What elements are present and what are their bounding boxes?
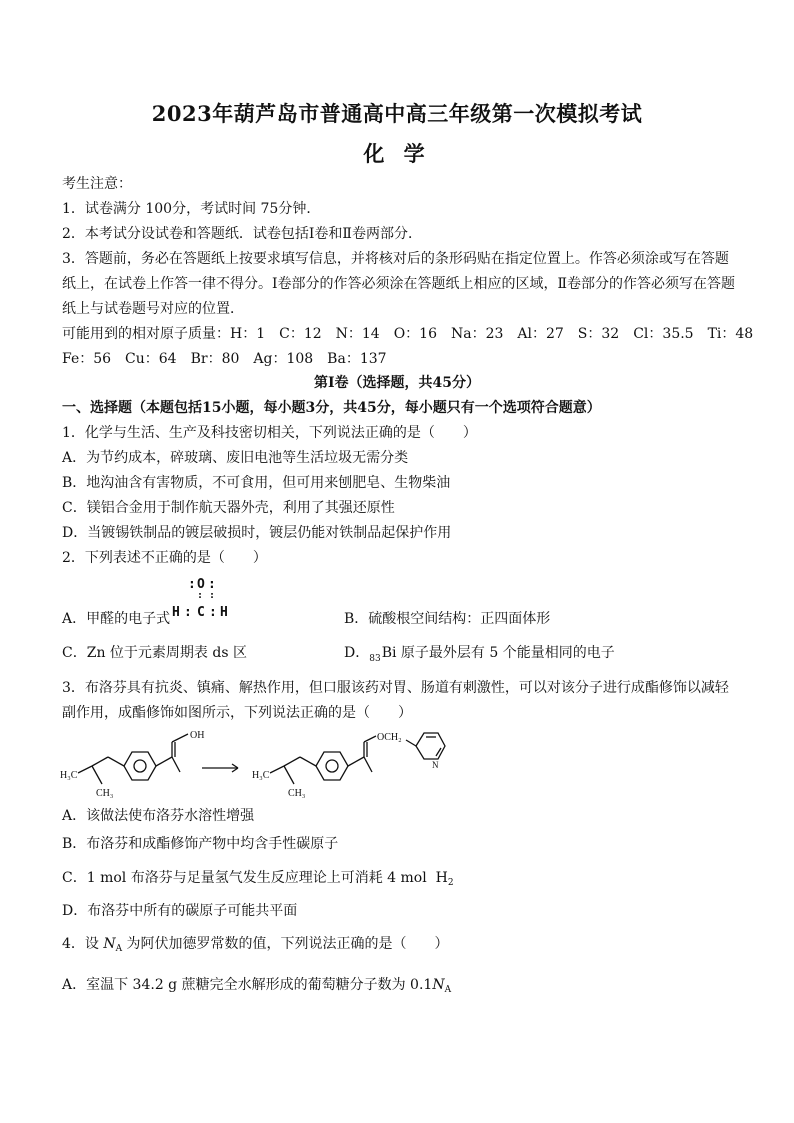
right-ch3-label: CH₃ — [288, 788, 306, 799]
formula-oxygen: O — [197, 577, 205, 592]
right-h3c-label: H₃C — [252, 770, 270, 781]
notice-line-3: 3．答题前，务必在答题纸上按要求填写信息，并将核对后的条形码贴在指定位置上。作答必须涂或写在答题 — [62, 251, 729, 267]
ibuprofen-esterification-figure — [60, 728, 460, 808]
q3-option-d: D．布洛芬中所有的碳原子可能共平面 — [62, 903, 298, 919]
notice-line-4: 纸上，在试卷上作答一律不得分。Ⅰ卷部分的作答必须涂在答题纸上相应的区域，Ⅱ卷部分的作答必须写在答题 — [62, 276, 736, 292]
q3-option-b: B．布洛芬和成酯修饰产物中均含手性碳原子 — [62, 836, 339, 852]
section-heading: 第Ⅰ卷（选择题，共45分） — [313, 375, 481, 391]
q2-option-d: D．$_{83}$Bi 原子最外层有 5 个能量相同的电子 — [344, 645, 615, 664]
q3-option-c: C．1 mol 布洛芬与足量氢气发生反应理论上可消耗 4 mol $H_2$ — [62, 870, 454, 888]
atomic-mass-line-2: Fe：56 Cu：64 Br：80 Ag：108 Ba：137 — [62, 351, 387, 367]
notice-line-1: 1．试卷满分 100分，考试时间 75分钟． — [62, 201, 321, 217]
notice-line-5: 纸上与试卷题号对应的位置． — [62, 301, 244, 317]
atomic-mass-line-1: 可能用到的相对原子质量：H：1 C：12 N：14 O：16 Na：23 Al：27 S：32 Cl：35.5 Ti：48 — [62, 326, 754, 342]
q1-option-d: D．当镀锡铁制品的镀层破损时，镀层仍能对铁制品起保护作用 — [62, 525, 452, 541]
formaldehyde-electron-formula: : O : : : H : C : H — [172, 577, 228, 620]
formula-hydrogen-right: H — [220, 605, 228, 620]
q1-option-b: B．地沟油含有害物质，不可食用，但可用来刨肥皂、生物柴油 — [62, 475, 451, 491]
left-ch3-label: CH₃ — [96, 788, 114, 799]
q2-stem: 2．下列表述不正确的是（ ） — [62, 550, 267, 566]
right-ester-label: OCH₂ — [377, 732, 402, 743]
q2-option-a-label: A．甲醛的电子式 — [62, 611, 171, 627]
q4-option-a: A．室温下 34.2 g 蔗糖完全水解形成的葡萄糖分子数为 $0.1N_A$ — [62, 977, 452, 995]
q1-stem: 1．化学与生活、生产及科技密切相关，下列说法正确的是（ ） — [62, 425, 477, 441]
q1-option-c: C．镁铝合金用于制作航天器外壳，利用了其强还原性 — [62, 500, 395, 516]
q3-stem-line-2: 副作用，成酯修饰如图所示，下列说法正确的是（ ） — [62, 705, 412, 721]
q2-option-b: B．硫酸根空间结构：正四面体形 — [344, 611, 551, 627]
q4-stem: 4．设 $N_A$ 为阿伏加德罗常数的值，下列说法正确的是（ ） — [62, 936, 449, 954]
q2-option-a — [62, 609, 170, 629]
subject-title: 化 学 — [363, 141, 431, 166]
formula-carbon: C — [197, 605, 205, 620]
notice-line-2: 2．本考试分设试卷和答题纸．试卷包括Ⅰ卷和Ⅱ卷两部分． — [62, 226, 422, 242]
exam-title: 2023年葫芦岛市普通高中高三年级第一次模拟考试 — [151, 101, 643, 126]
q3-stem-line-1: 3．布洛芬具有抗炎、镇痛、解热作用，但口服该药对胃、肠道有刺激性，可以对该分子进行成酯修饰以减轻 — [62, 680, 729, 696]
notice-heading: 考生注意： — [62, 176, 132, 192]
q2-option-c: C．Zn 位于元素周期表 ds 区 — [62, 645, 247, 661]
pyridine-n-label: N — [432, 760, 439, 770]
section-instruction: 一、选择题（本题包括15小题，每小题3分，共45分，每小题只有一个选项符合题意） — [62, 400, 601, 416]
q3-option-a: A．该做法使布洛芬水溶性增强 — [62, 808, 255, 824]
formula-hydrogen-left: H — [172, 605, 180, 620]
q1-option-a: A．为节约成本，碎玻璃、废旧电池等生活垃圾无需分类 — [62, 450, 409, 466]
left-oh-label: OH — [190, 730, 205, 741]
left-h3c-label: H₃C — [60, 770, 78, 781]
